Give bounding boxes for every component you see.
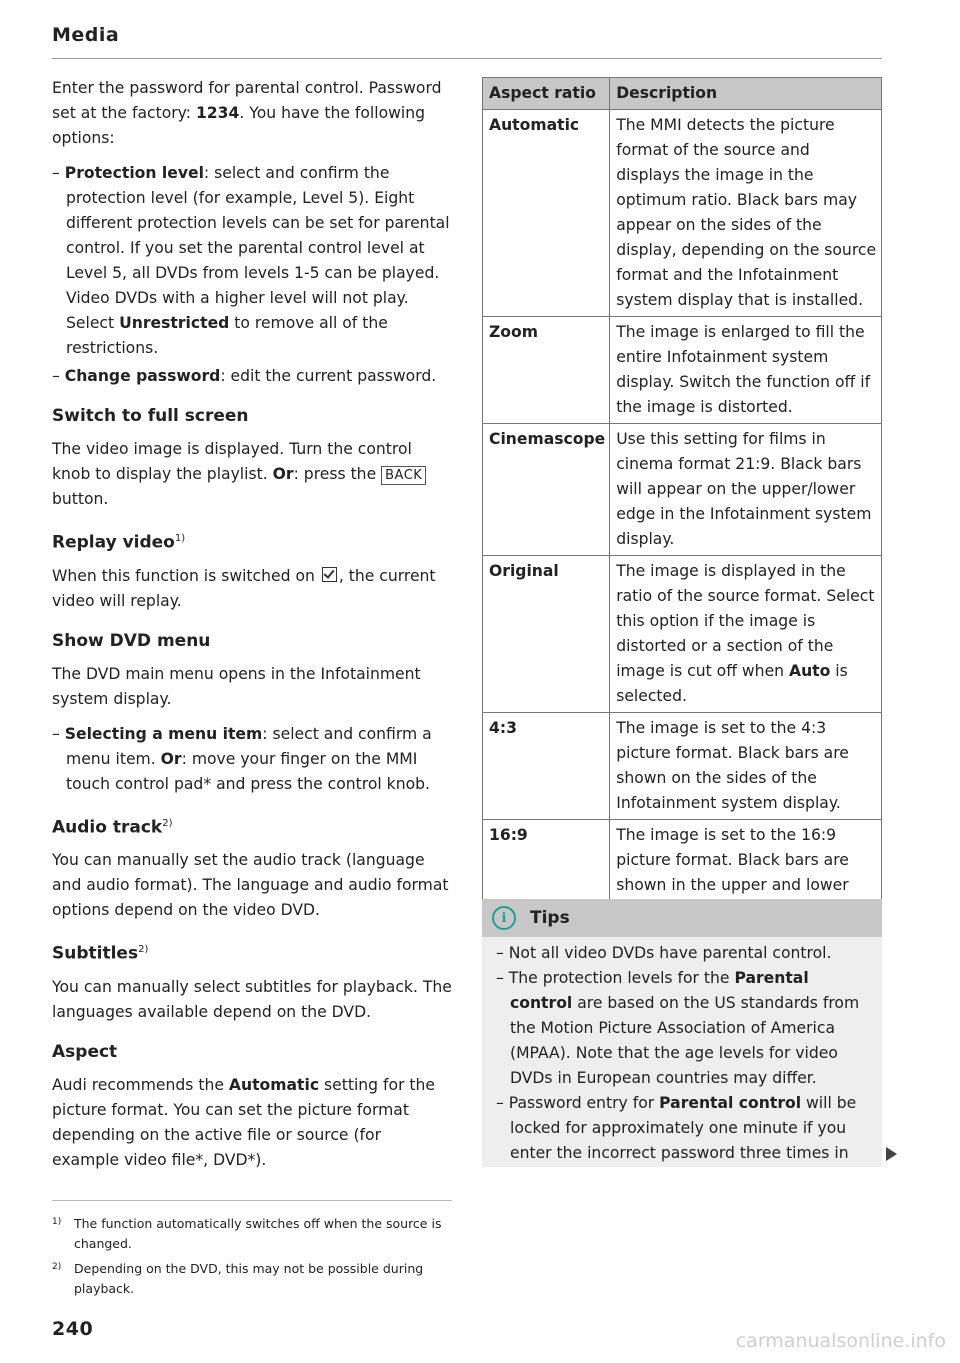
row-key: Original [483,556,610,713]
header-description: Description [610,78,882,110]
tips-header [482,899,882,937]
bullet-select-menu-item: – Selecting a menu item: select and confirm a menu item. Or: move your finger on the MMI touch control pad* and press the control knob. [52,724,432,793]
intro-paragraph: Enter the password for parental control. Password set at the factory: 1234. You have the following options: [52,79,442,147]
table-row [483,424,882,556]
table-header-row [483,78,882,110]
checkbox-checked-icon [322,567,337,582]
heading-aspect: Aspect [52,1041,118,1062]
section-title: Media [52,24,120,46]
row-description: The image is set to the 16:9 picture format. Black bars are shown in the upper and lower [610,820,882,952]
dvd-menu-paragraph: The DVD main menu opens in the Infotainment system display. [52,664,421,708]
table-row [483,556,882,713]
footnote-2: $^{2)}$ Depending on the DVD, this may not be possible during playback. [52,1261,424,1296]
info-icon: i [492,906,516,930]
row-key: 4:3 [483,713,610,820]
right-column [482,77,882,952]
subtitles-paragraph: You can manually select subtitles for playback. The languages available depend on the DVD. [52,977,452,1021]
aspect-paragraph: Audi recommends the Automatic setting for the picture format. You can set the picture format depending on the active file or source (for example video file*, DVD*). [52,1075,436,1169]
row-description: The MMI detects the picture format of the source and displays the image in the optimum ratio. Black bars may appear on the sides of the display, depending on the source format and the Infotainment system display that is installed. [610,110,882,317]
heading-audio-track: Audio track$^{2)}$ [52,817,173,838]
heading-replay-video: Replay video$^{1)}$ [52,532,186,553]
page-number: 240 [52,1318,94,1340]
tips-body [482,937,882,1166]
tip-item: – The protection levels for the Parental control are based on the US standards from the Motion Picture Association of America (MPAA). Note that the age levels for video DVDs in European countries may differ. [496,969,860,1087]
heading-subtitles: Subtitles$^{2)}$ [52,943,149,964]
tips-title: Tips [530,908,570,928]
tip-item: – Not all video DVDs have parental control. [496,944,832,962]
footnote-1: $^{1)}$ The function automatically switches off when the source is changed. [52,1216,442,1251]
aspect-ratio-table [482,77,882,952]
page-header [52,24,882,59]
bullet-change-password: – Change password: edit the current password. [52,367,437,385]
row-key: Automatic [483,110,610,317]
tips-box [482,899,882,1167]
row-description: The image is displayed in the ratio of the source format. Select this option if the image is distorted or a section of the image is cut off when Auto is selected. [610,556,882,713]
heading-dvd-menu: Show DVD menu [52,630,211,651]
row-description: Use this setting for films in cinema format 21:9. Black bars will appear on the upper/lower edge in the Infotainment system display. [610,424,882,556]
full-screen-paragraph: The video image is displayed. Turn the control knob to display the playlist. Or: press the BACK button. [52,437,452,512]
footnote-rule [52,1200,452,1201]
table-row [483,713,882,820]
row-description: The image is set to the 4:3 picture format. Black bars are shown on the sides of the Infotainment system display. [610,713,882,820]
footnotes [52,1212,452,1302]
tip-item: – Password entry for Parental control will be locked for approximately one minute if you enter the incorrect password three times in [496,1094,857,1162]
heading-full-screen: Switch to full screen [52,406,249,426]
table-row [483,110,882,317]
row-key: Zoom [483,317,610,424]
replay-paragraph: When this function is switched on , the current video will replay. [52,566,436,610]
audio-track-paragraph: You can manually set the audio track (language and audio format). The language and audio format options depend on the video DVD. [52,851,449,920]
factory-code: 1234 [195,104,240,122]
row-key: Cinemascope [483,424,610,556]
left-column [52,76,452,1183]
header-rule [52,58,882,59]
watermark: carmanualsonline.info [735,1330,946,1352]
row-description: The image is enlarged to fill the entire Infotainment system display. Switch the function off if the image is distorted. [610,317,882,424]
back-key-icon: BACK [381,466,426,485]
bullet-protection-level: – Protection level: select and confirm the protection level (for example, Level 5). Eight different protection levels can be set for parental control. If you set the parental control level at Level 5, all DVDs from levels 1-5 can be played. Video DVDs with a higher level will not play. Select Unrestricted to remove all of the restrictions. [52,164,450,357]
continue-arrow-icon [886,1147,897,1161]
table-row [483,317,882,424]
header-aspect-ratio: Aspect ratio [483,78,610,110]
row-key: 16:9 [483,820,610,952]
